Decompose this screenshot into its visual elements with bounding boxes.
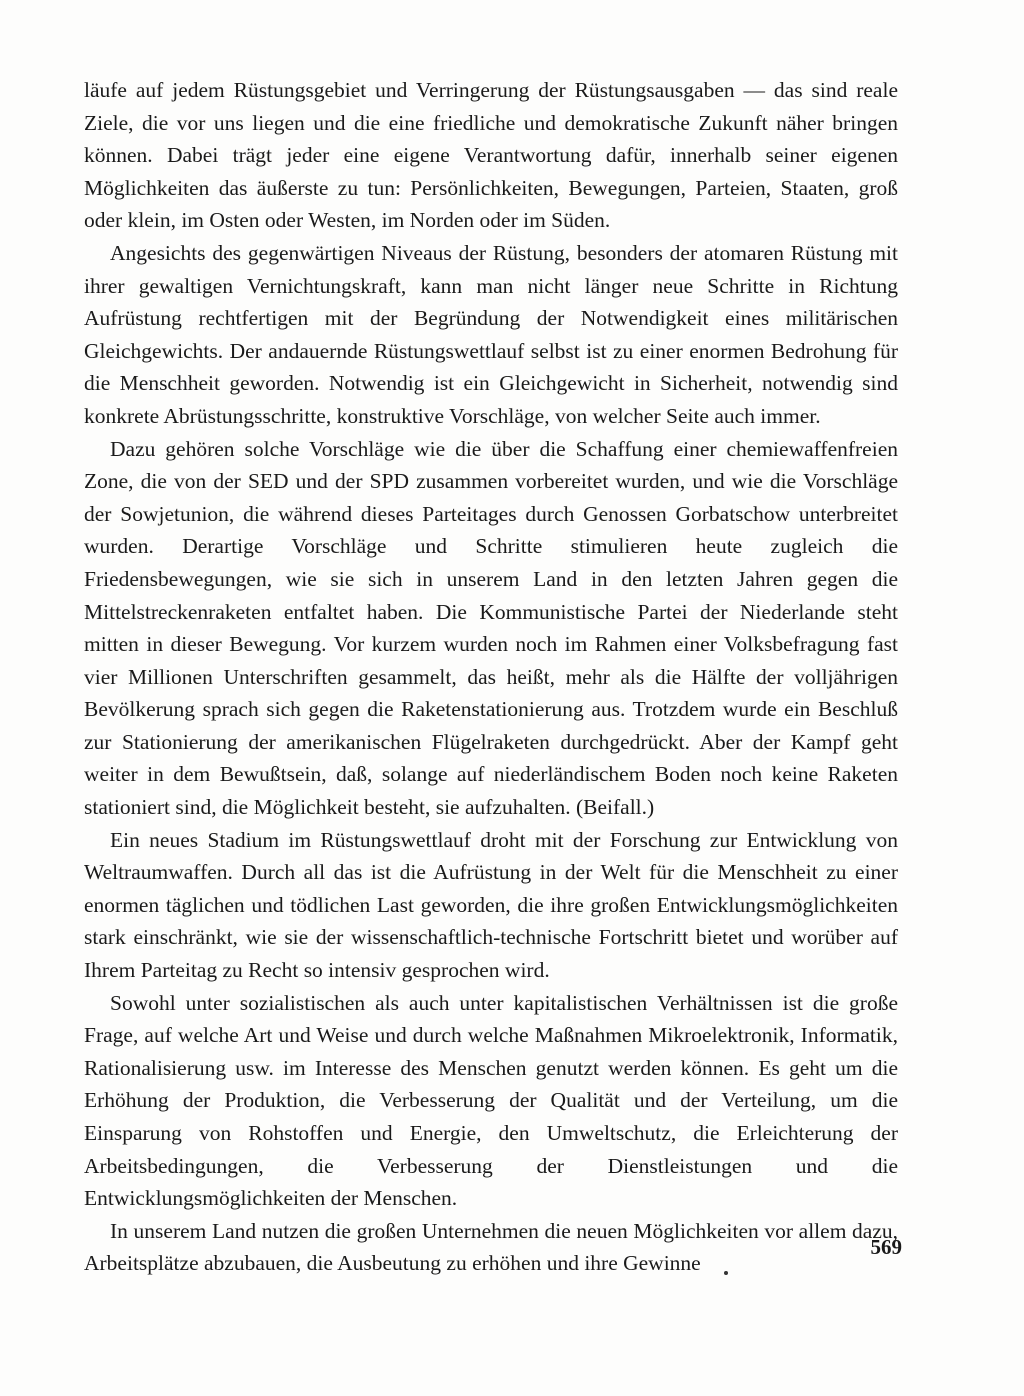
paragraph: Dazu gehören solche Vorschläge wie die über die Schaffung einer chemiewaffenfreien Zone, die von der SED und der SPD zusammen vorbereitet wurden, und wie die Vorschläge der Sowjetunion, die während dieses Parteitages durch Genossen Gorbatschow unterbreitet wurden. Derartige Vorschläge und Schritte stimulieren heute zugleich die Friedensbewegungen, wie sie sich in unserem Land in den letzten Jahren gegen die Mittelstreckenraketen entfaltet haben. Die Kommunistische Partei der Niederlande steht mitten in dieser Bewegung. Vor kurzem wurden noch im Rahmen einer Volksbefragung fast vier Millionen Unterschriften gesammelt, das heißt, mehr als die Hälfte der volljährigen Bevölkerung sprach sich gegen die Raketenstationierung aus. Trotzdem wurde ein Beschluß zur Stationierung der amerikanischen Flügelraketen durchgedrückt. Aber der Kampf geht weiter in dem Bewußtsein, daß, solange auf niederländischem Boden noch keine Raketen stationiert sind, die Möglichkeit besteht, sie aufzuhalten. (Beifall.) [84, 436, 898, 820]
body-text [84, 74, 898, 1280]
paragraph: Ein neues Stadium im Rüstungswettlauf droht mit der Forschung zur Entwicklung von Weltraumwaffen. Durch all das ist die Aufrüstung in der Welt für die Menschheit zu einer enormen täglichen und tödlichen Last geworden, die ihre großen Entwicklungsmöglichkeiten stark einschränkt, wie sie der wissenschaftlich-technische Fortschritt bietet und worüber auf Ihrem Parteitag zu Recht so intensiv gesprochen wird. [84, 827, 898, 983]
paragraph: läufe auf jedem Rüstungsgebiet und Verringerung der Rüstungsausgaben — das sind reale Ziele, die vor uns liegen und die eine friedliche und demokratische Zukunft näher bringen können. Dabei trägt jeder eine eigene Verantwortung dafür, innerhalb seiner eigenen Möglichkeiten das äußerste zu tun: Persönlichkeiten, Bewegungen, Parteien, Staaten, groß oder klein, im Osten oder Westen, im Norden oder im Süden. [84, 78, 898, 233]
paragraph: Angesichts des gegenwärtigen Niveaus der Rüstung, besonders der atomaren Rüstung mit ihrer gewaltigen Vernichtungskraft, kann man nicht länger neue Schritte in Richtung Aufrüstung rechtfertigen mit der Begründung der Notwendigkeit eines militärischen Gleichgewichts. Der andauernde Rüstungswettlauf selbst ist zu einer enormen Bedrohung für die Menschheit geworden. Notwendig ist ein Gleichgewicht in Sicherheit, notwendig sind konkrete Abrüstungsschritte, konstruktive Vorschläge, von welcher Seite auch immer. [84, 240, 898, 428]
paragraph: Sowohl unter sozialistischen als auch unter kapitalistischen Verhältnissen ist die große Frage, auf welche Art und Weise und durch welche Maßnahmen Mikroelektronik, Informatik, Rationalisierung usw. im Interesse des Menschen genutzt werden können. Es geht um die Erhöhung der Produktion, die Verbesserung der Qualität und der Verteilung, um die Einsparung von Rohstoffen und Energie, den Umweltschutz, die Erleichterung der Arbeitsbedingungen, die Verbesserung der Dienstleistungen und die Entwicklungsmöglichkeiten der Menschen. [84, 990, 898, 1211]
page-number: 569 [870, 1235, 902, 1259]
print-speck [724, 1271, 728, 1275]
paragraph: In unserem Land nutzen die großen Unternehmen die neuen Möglichkeiten vor allem dazu, Arbeitsplätze abzubauen, die Ausbeutung zu erhöhen und ihre Gewinne [84, 1218, 898, 1276]
